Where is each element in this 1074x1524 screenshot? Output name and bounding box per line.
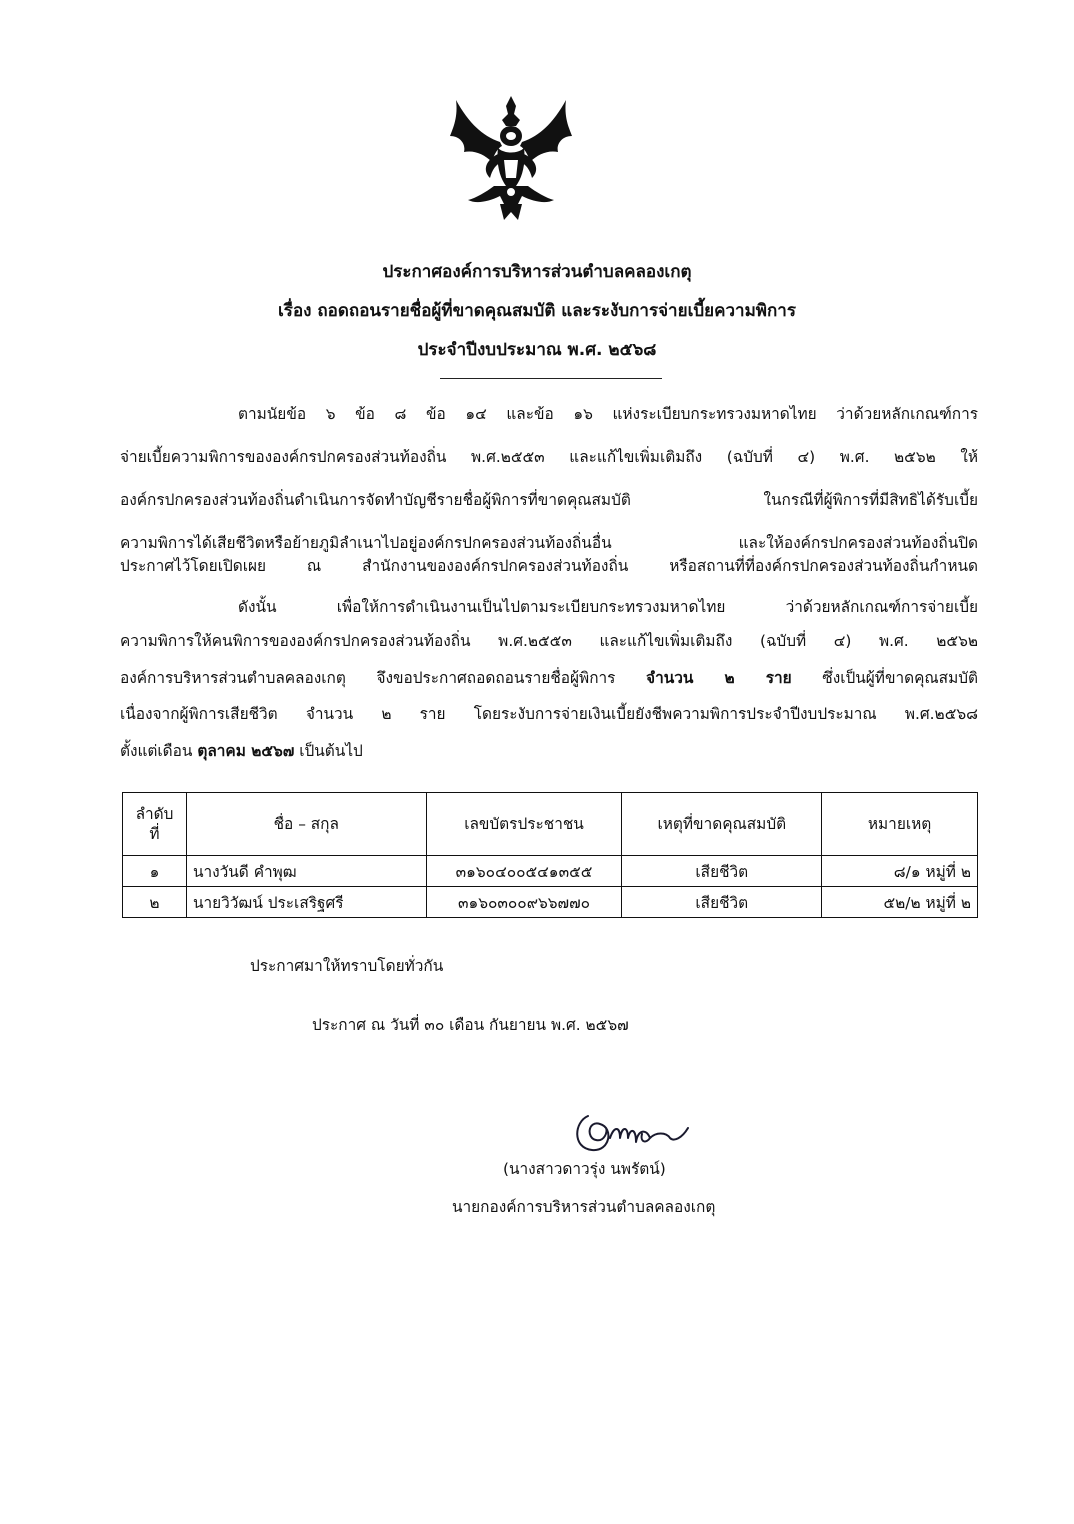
table-header: หมายเหตุ <box>822 793 978 856</box>
table-cell: ๒ <box>123 887 187 918</box>
body-line: ความพิการได้เสียชีวิตหรือย้ายภูมิลำเนาไปอยู่องค์กรปกครองส่วนท้องถิ่นอื่น และให้องค์กรปกครองส่วนท้องถิ่นปิด <box>120 534 978 552</box>
disqualified-roster-table <box>122 792 978 918</box>
body-line: องค์การบริหารส่วนตำบลคลองเกตุ จึงขอประกาศถอดถอนรายชื่อผู้พิการ จำนวน ๒ ราย ซึ่งเป็นผู้ที่ขาดคุณสมบัติ <box>120 669 978 687</box>
table-header-row <box>123 793 978 856</box>
table-cell: ๓๑๖๐๓๐๐๙๖๖๗๗๐ <box>426 887 622 918</box>
body-line: ดังนั้น เพื่อให้การดำเนินงานเป็นไปตามระเบียบกระทรวงมหาดไทย ว่าด้วยหลักเกณฑ์การจ่ายเบี้ย <box>238 598 978 616</box>
title-divider <box>440 378 662 379</box>
body-line: ประกาศไว้โดยเปิดเผย ณ สำนักงานขององค์กรปกครองส่วนท้องถิ่น หรือสถานที่ที่องค์กรปกครองส่วนท้องถิ่นกำหนด <box>120 557 978 575</box>
table-header: ชื่อ – สกุล <box>186 793 426 856</box>
announcement-subject: เรื่อง ถอดถอนรายชื่อผู้ที่ขาดคุณสมบัติ และระงับการจ่ายเบี้ยความพิการ <box>278 301 796 321</box>
signer-title: นายกองค์การบริหารส่วนตำบลคลองเกตุ <box>452 1198 716 1216</box>
table-cell: ๑ <box>123 856 187 887</box>
table-cell: ๕๒/๒ หมู่ที่ ๒ <box>822 887 978 918</box>
announcement-date: ประกาศ ณ วันที่ ๓๐ เดือน กันยายน พ.ศ. ๒๕๖๗ <box>312 1016 629 1034</box>
table-cell: เสียชีวิต <box>622 887 822 918</box>
announcement-title: ประกาศองค์การบริหารส่วนตำบลคลองเกตุ <box>382 262 692 282</box>
table-header: เลขบัตรประชาชน <box>426 793 622 856</box>
body-line: เนื่องจากผู้พิการเสียชีวิต จำนวน ๒ ราย โดยระงับการจ่ายเงินเบี้ยยังชีพความพิการประจำปีงบประมาณ พ.ศ.๒๕๖๘ <box>120 705 978 723</box>
table-row <box>123 856 978 887</box>
garuda-emblem-icon <box>446 92 576 226</box>
table-cell: นายวิวัฒน์ ประเสริฐศรี <box>186 887 426 918</box>
table-header: เหตุที่ขาดคุณสมบัติ <box>622 793 822 856</box>
closing-notice: ประกาศมาให้ทราบโดยทั่วกัน <box>250 957 444 975</box>
body-line: ความพิการให้คนพิการขององค์กรปกครองส่วนท้องถิ่น พ.ศ.๒๕๕๓ และแก้ไขเพิ่มเติมถึง (ฉบับที่ ๔) พ.ศ. ๒๕๖๒ <box>120 632 978 650</box>
body-line: ตามนัยข้อ ๖ ข้อ ๘ ข้อ ๑๔ และข้อ ๑๖ แห่งระเบียบกระทรวงมหาดไทย ว่าด้วยหลักเกณฑ์การ <box>238 405 978 423</box>
table-cell: เสียชีวิต <box>622 856 822 887</box>
signature-icon <box>566 1098 696 1158</box>
signer-name: (นางสาวดาวรุ่ง นพรัตน์) <box>503 1160 666 1178</box>
body-line: ตั้งแต่เดือน ตุลาคม ๒๕๖๗ เป็นต้นไป <box>120 742 363 760</box>
announcement-fiscal-year: ประจำปีงบประมาณ พ.ศ. ๒๕๖๘ <box>417 340 657 360</box>
table-cell: ๓๑๖๐๔๐๐๕๔๑๓๕๕ <box>426 856 622 887</box>
table-row <box>123 887 978 918</box>
body-line: องค์กรปกครองส่วนท้องถิ่นดำเนินการจัดทำบัญชีรายชื่อผู้พิการที่ขาดคุณสมบัติ ในกรณีที่ผู้พิการที่มีสิทธิได้รับเบี้ย <box>120 491 978 509</box>
body-line: จ่ายเบี้ยความพิการขององค์กรปกครองส่วนท้องถิ่น พ.ศ.๒๕๕๓ และแก้ไขเพิ่มเติมถึง (ฉบับที่ ๔) พ.ศ. ๒๕๖๒ ให้ <box>120 448 978 466</box>
table-cell: นางวันดี คำพุฒ <box>186 856 426 887</box>
table-cell: ๘/๑ หมู่ที่ ๒ <box>822 856 978 887</box>
table-header: ลำดับ ที่ <box>123 793 187 856</box>
